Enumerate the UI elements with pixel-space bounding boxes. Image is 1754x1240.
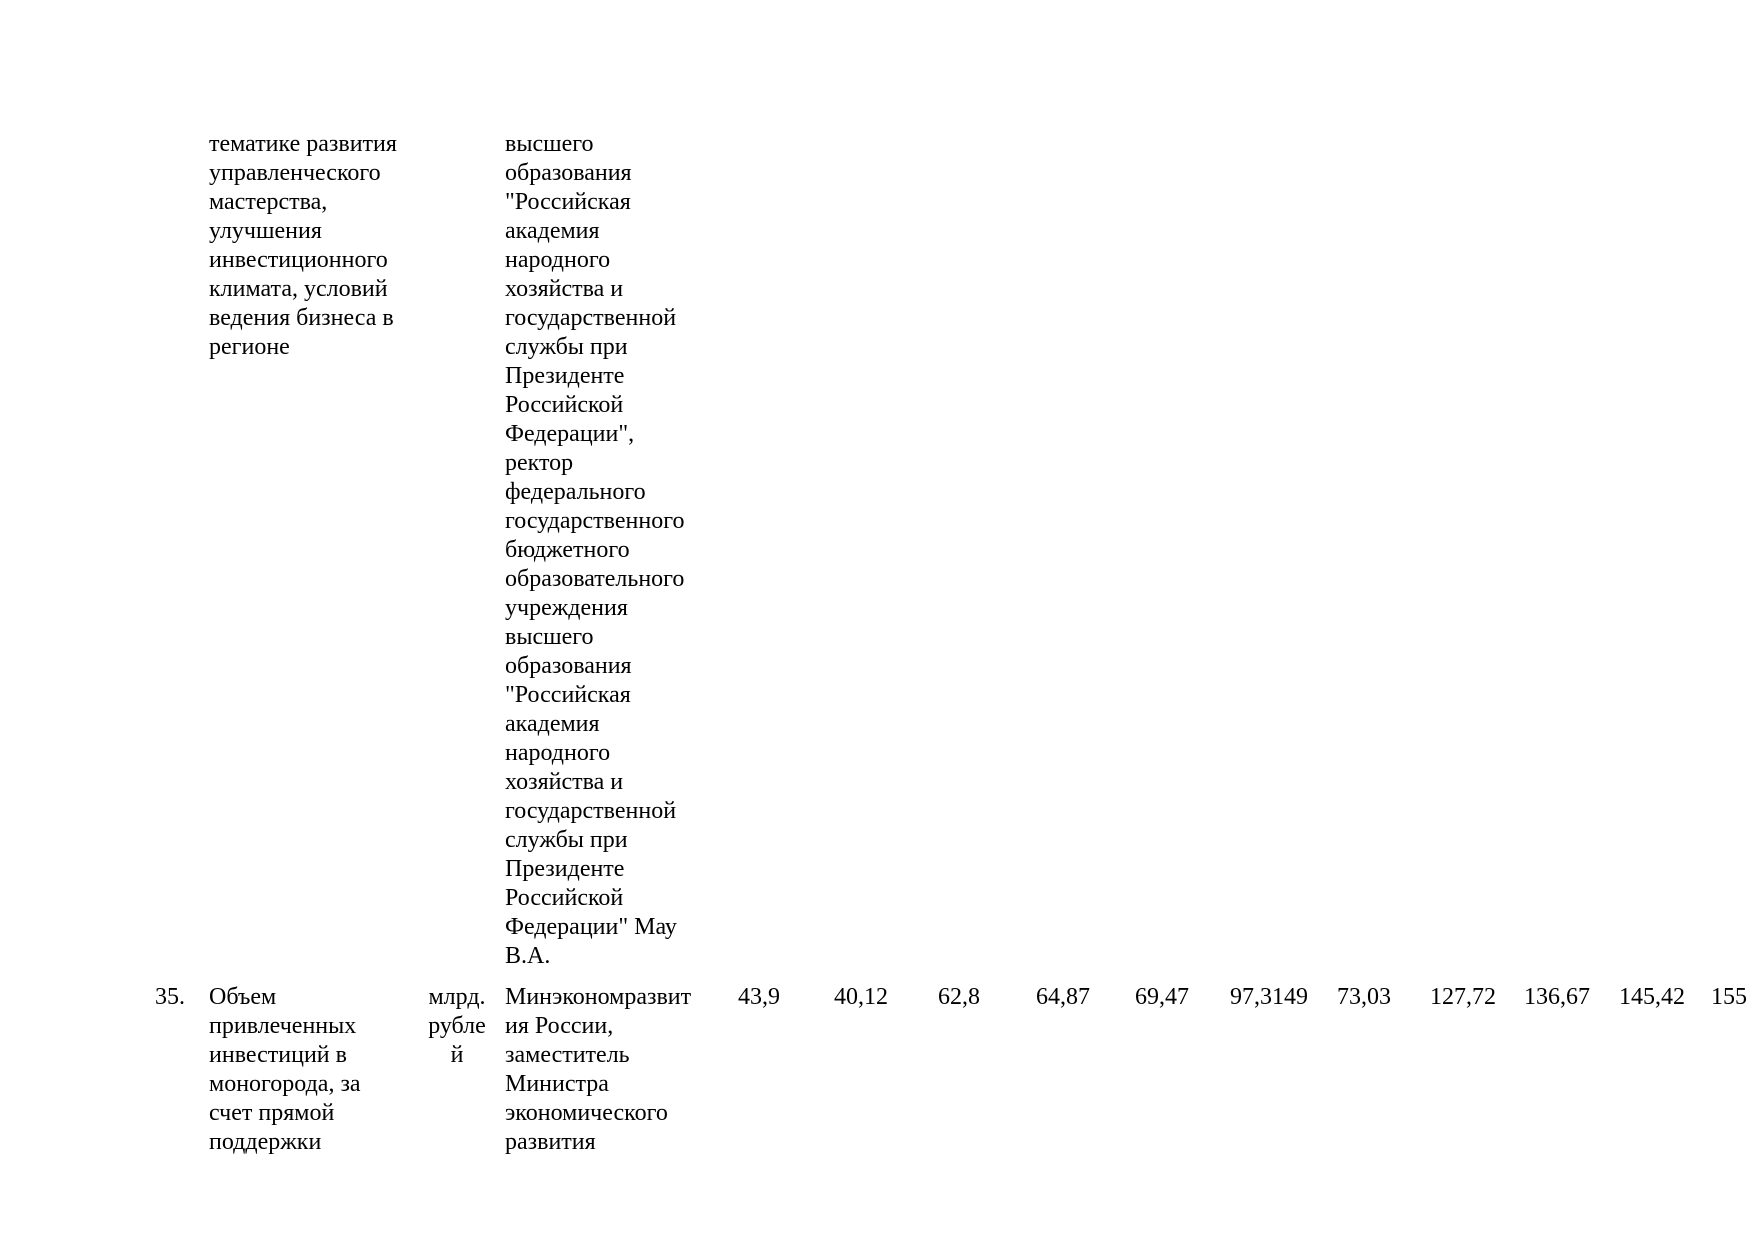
text-line: хозяйства и: [505, 276, 624, 302]
text-line: высшего: [505, 624, 594, 650]
indicator-value: 97,3149: [1230, 984, 1308, 1010]
indicator-name: [209, 983, 361, 1157]
text-line: государственной: [505, 798, 677, 824]
text-line: ведения бизнеса в: [209, 305, 394, 331]
text-line: высшего: [505, 131, 594, 157]
text-line: Минэкономразвит: [505, 984, 692, 1010]
text-line: тематике развития: [209, 131, 397, 157]
unit-of-measure: [425, 983, 489, 1070]
indicator-value: 62,8: [938, 984, 980, 1010]
indicator-value: 136,67: [1524, 984, 1590, 1010]
text-line: регионе: [209, 334, 290, 360]
text-line: "Российская: [505, 189, 631, 215]
text-line: народного: [505, 247, 611, 273]
text-line: "Российская: [505, 682, 631, 708]
text-line: бюджетного: [505, 537, 630, 563]
text-line: Российской: [505, 885, 624, 911]
text-line: улучшения: [209, 218, 322, 244]
text-line: Российской: [505, 392, 624, 418]
text-line: счет прямой: [209, 1100, 335, 1126]
indicator-value: 127,72: [1430, 984, 1496, 1010]
text-line: заместитель: [505, 1042, 630, 1068]
indicator-value: 73,03: [1337, 984, 1391, 1010]
text-line: учреждения: [505, 595, 628, 621]
text-line: службы при: [505, 827, 628, 853]
text-line: В.А.: [505, 943, 551, 969]
text-line: привлеченных: [209, 1013, 357, 1039]
text-line: моногорода, за: [209, 1071, 361, 1097]
text-line: млрд.: [428, 984, 486, 1010]
responsible-party: [505, 983, 691, 1157]
text-line: инвестиций в: [209, 1042, 347, 1068]
text-line: образования: [505, 160, 632, 186]
text-line: Президенте: [505, 856, 625, 882]
text-line: государственного: [505, 508, 685, 534]
text-line: Федерации",: [505, 421, 635, 447]
text-line: развития: [505, 1129, 596, 1155]
text-line: управленческого: [209, 160, 381, 186]
text-line: инвестиционного: [209, 247, 388, 273]
text-line: поддержки: [209, 1129, 322, 1155]
text-line: государственной: [505, 305, 677, 331]
continued-indicator-name: [209, 130, 397, 362]
text-line: академия: [505, 218, 600, 244]
row-number: 35.: [155, 984, 185, 1010]
text-line: хозяйства и: [505, 769, 624, 795]
indicator-value: 40,12: [834, 984, 888, 1010]
indicator-value: 43,9: [738, 984, 780, 1010]
text-line: Министра: [505, 1071, 609, 1097]
text-line: образовательного: [505, 566, 685, 592]
text-line: Федерации" Мау: [505, 914, 677, 940]
text-line: климата, условий: [209, 276, 388, 302]
text-line: ия России,: [505, 1013, 614, 1039]
text-line: мастерства,: [209, 189, 328, 215]
text-line: академия: [505, 711, 600, 737]
continued-responsible-party: [505, 130, 684, 971]
indicator-value: 155: [1711, 984, 1747, 1010]
text-line: народного: [505, 740, 611, 766]
indicator-value: 64,87: [1036, 984, 1090, 1010]
text-line: Президенте: [505, 363, 625, 389]
indicator-value: 145,42: [1619, 984, 1685, 1010]
indicator-value: 69,47: [1135, 984, 1189, 1010]
text-line: рубле: [428, 1013, 486, 1039]
text-line: й: [450, 1042, 464, 1068]
text-line: ректор: [505, 450, 574, 476]
text-line: службы при: [505, 334, 628, 360]
text-line: образования: [505, 653, 632, 679]
text-line: экономического: [505, 1100, 668, 1126]
text-line: федерального: [505, 479, 646, 505]
text-line: Объем: [209, 984, 277, 1010]
